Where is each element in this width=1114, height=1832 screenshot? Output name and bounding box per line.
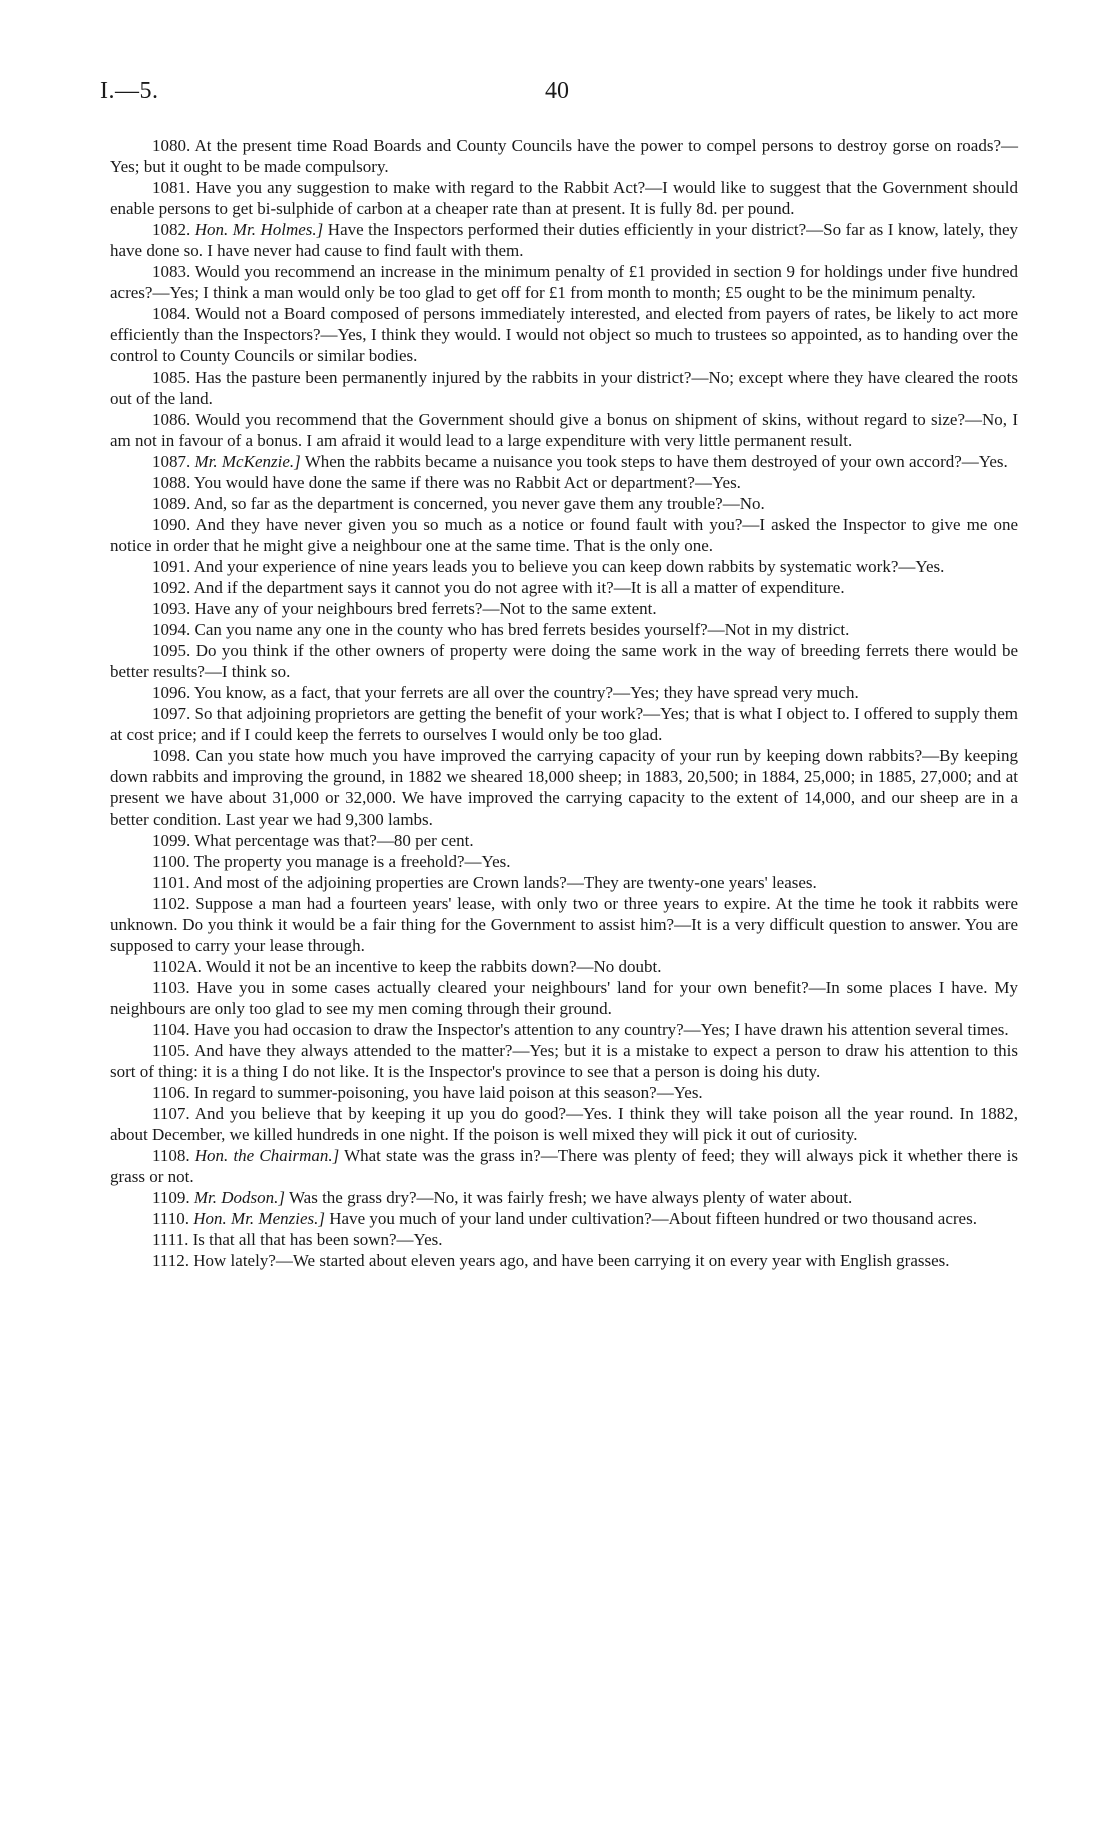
paragraph-text: And most of the adjoining properties are Crown lands?—They are twenty-one years' leases. bbox=[192, 872, 817, 892]
paragraph-text: And if the department says it cannot you do not agree with it?—It is all a matter of expenditure. bbox=[193, 577, 845, 597]
question-number: 1093. bbox=[152, 599, 191, 619]
speaker-label: Mr. Dodson.] bbox=[193, 1188, 286, 1208]
question-number: 1110. bbox=[152, 1209, 189, 1229]
testimony-paragraph bbox=[110, 135, 1018, 177]
paragraph-text: And you believe that by keeping it up you do good?—Yes. I think they will take poison all the year round. In 1882, about December, we killed hundreds in one night. If the poison is well mixed they will pick it out of curiosity. bbox=[110, 1104, 1019, 1145]
paragraph-text: What state was the grass in?—There was plenty of feed; they will always pick it whether there is grass or not. bbox=[110, 1146, 1018, 1187]
paragraph-text: The property you manage is a freehold?—Yes. bbox=[193, 851, 511, 871]
speaker-label: Mr. McKenzie.] bbox=[194, 451, 301, 471]
document-reference: I.—5. bbox=[100, 78, 159, 104]
speaker-label: Hon. the Chairman.] bbox=[194, 1146, 340, 1166]
page-header bbox=[0, 78, 1114, 110]
question-number: 1101. bbox=[152, 872, 190, 892]
testimony-paragraph bbox=[110, 830, 1018, 851]
question-number: 1086. bbox=[152, 409, 191, 429]
question-number: 1102A. bbox=[152, 956, 202, 976]
testimony-paragraph bbox=[110, 1103, 1018, 1145]
paragraph-text: You would have done the same if there was no Rabbit Act or department?—Yes. bbox=[193, 472, 741, 492]
question-number: 1085. bbox=[152, 367, 191, 387]
testimony-paragraph bbox=[110, 556, 1018, 577]
testimony-paragraph bbox=[110, 956, 1018, 977]
paragraph-text: Have you had occasion to draw the Inspector's attention to any country?—Yes; I have drawn his attention several times. bbox=[193, 1019, 1009, 1039]
testimony-paragraph bbox=[110, 682, 1018, 703]
paragraph-text: Would not a Board composed of persons immediately interested, and elected from payers of rates, be likely to act more efficiently than the Inspectors?—Yes, I think they would. I would not object so much to trustees so appointed, as to handing over the control to County Councils or similar bodies. bbox=[110, 304, 1019, 366]
paragraph-text: Would it not be an incentive to keep the rabbits down?—No doubt. bbox=[205, 956, 662, 976]
question-number: 1102. bbox=[152, 893, 190, 913]
testimony-paragraph bbox=[110, 261, 1018, 303]
testimony-paragraph bbox=[110, 640, 1018, 682]
testimony-paragraph bbox=[110, 1187, 1018, 1208]
testimony-paragraph bbox=[110, 703, 1018, 745]
paragraph-text: Suppose a man had a fourteen years' lease, with only two or three years to expire. At the time he took it rabbits were unknown. Do you think it would be a fair thing for the Government to assist him?—It is a very difficult question to answer. You are supposed to carry your lease through. bbox=[110, 893, 1018, 955]
paragraph-text: Have any of your neighbours bred ferrets?—Not to the same extent. bbox=[194, 599, 657, 619]
testimony-paragraph bbox=[110, 1229, 1018, 1250]
testimony-body bbox=[110, 135, 1018, 1272]
question-number: 1087. bbox=[152, 451, 191, 471]
question-number: 1095. bbox=[152, 641, 191, 661]
testimony-paragraph bbox=[110, 1082, 1018, 1103]
testimony-paragraph bbox=[110, 367, 1018, 409]
testimony-paragraph bbox=[110, 451, 1018, 472]
question-number: 1097. bbox=[152, 704, 191, 724]
question-number: 1099. bbox=[152, 830, 191, 850]
paragraph-text: Have you any suggestion to make with regard to the Rabbit Act?—I would like to suggest that the Government should enable persons to get bi-sulphide of carbon at a cheaper rate than at present. It is fully 8d. per pound. bbox=[110, 178, 1018, 219]
paragraph-text: When the rabbits became a nuisance you took steps to have them destroyed of your own accord?—Yes. bbox=[304, 451, 1008, 471]
question-number: 1082. bbox=[152, 220, 191, 240]
testimony-paragraph bbox=[110, 303, 1018, 366]
question-number: 1105. bbox=[152, 1041, 190, 1061]
question-number: 1111. bbox=[152, 1230, 189, 1250]
paragraph-text: Has the pasture been permanently injured by the rabbits in your district?—No; except where they have cleared the roots out of the land. bbox=[110, 367, 1019, 408]
testimony-paragraph bbox=[110, 1019, 1018, 1040]
paragraph-text: And your experience of nine years leads you to believe you can keep down rabbits by systematic work?—Yes. bbox=[193, 556, 945, 576]
testimony-paragraph bbox=[110, 1250, 1018, 1271]
testimony-paragraph bbox=[110, 409, 1018, 451]
paragraph-text: And, so far as the department is concerned, you never gave them any trouble?—No. bbox=[193, 493, 765, 513]
paragraph-text: And they have never given you so much as a notice or found fault with you?—I asked the Inspector to give me one notice in order that he might give a neighbour one at the same time. That is the only one. bbox=[110, 514, 1019, 555]
paragraph-text: Would you recommend an increase in the minimum penalty of £1 provided in section 9 for holdings under five hundred acres?—Yes; I think a man would only be too glad to get off for £1 from month to month; £5 ought to be the minimum penalty. bbox=[110, 262, 1018, 303]
testimony-paragraph bbox=[110, 977, 1018, 1019]
paragraph-text: In regard to summer-poisoning, you have laid poison at this season?—Yes. bbox=[193, 1083, 703, 1103]
paragraph-text: So that adjoining proprietors are getting the benefit of your work?—Yes; that is what I object to. I offered to supply them at cost price; and if I could keep the ferrets to ourselves I would only be too glad. bbox=[110, 704, 1018, 745]
paragraph-text: Can you state how much you have improved the carrying capacity of your run by keeping down rabbits?—By keeping down rabbits and improving the ground, in 1882 we sheared 18,000 sheep; in 1883, 20,500; in 1884, 25,000; in 1885, 27,000; and at present we have about 31,000 or 32,000. We have improved the carrying capacity to the extent of 14,000, and our sheep are in a better condition. Last year we had 9,300 lambs. bbox=[110, 746, 1018, 829]
paragraph-text: Have you much of your land under cultivation?—About fifteen hundred or two thousand acres. bbox=[329, 1209, 977, 1229]
question-number: 1112. bbox=[152, 1251, 189, 1271]
question-number: 1109. bbox=[152, 1188, 190, 1208]
testimony-paragraph bbox=[110, 514, 1018, 556]
testimony-paragraph bbox=[110, 745, 1018, 829]
paragraph-text: Can you name any one in the county who has bred ferrets besides yourself?—Not in my district. bbox=[194, 620, 850, 640]
paragraph-text: Have the Inspectors performed their duties efficiently in your district?—So far as I know, lately, they have done so. I have never had cause to find fault with them. bbox=[110, 220, 1018, 261]
testimony-paragraph bbox=[110, 577, 1018, 598]
question-number: 1103. bbox=[152, 977, 190, 997]
testimony-paragraph bbox=[110, 219, 1018, 261]
testimony-paragraph bbox=[110, 851, 1018, 872]
paragraph-text: What percentage was that?—80 per cent. bbox=[194, 830, 474, 850]
question-number: 1092. bbox=[152, 577, 191, 597]
paragraph-text: How lately?—We started about eleven years ago, and have been carrying it on every year with English grasses. bbox=[193, 1251, 950, 1271]
testimony-paragraph bbox=[110, 1145, 1018, 1187]
testimony-paragraph bbox=[110, 893, 1018, 956]
question-number: 1084. bbox=[152, 304, 191, 324]
question-number: 1094. bbox=[152, 620, 191, 640]
paragraph-text: Is that all that has been sown?—Yes. bbox=[192, 1230, 443, 1250]
paragraph-text: Was the grass dry?—No, it was fairly fresh; we have always plenty of water about. bbox=[288, 1188, 853, 1208]
question-number: 1107. bbox=[152, 1104, 190, 1124]
question-number: 1088. bbox=[152, 472, 191, 492]
question-number: 1083. bbox=[152, 262, 191, 282]
question-number: 1104. bbox=[152, 1019, 190, 1039]
question-number: 1091. bbox=[152, 556, 191, 576]
question-number: 1090. bbox=[152, 514, 191, 534]
testimony-paragraph bbox=[110, 1208, 1018, 1229]
question-number: 1108. bbox=[152, 1146, 190, 1166]
question-number: 1080. bbox=[152, 136, 191, 155]
speaker-label: Hon. Mr. Menzies.] bbox=[193, 1209, 325, 1229]
testimony-paragraph bbox=[110, 598, 1018, 619]
page-number: 40 bbox=[545, 78, 569, 104]
testimony-paragraph bbox=[110, 619, 1018, 640]
paragraph-text: And have they always attended to the matter?—Yes; but it is a mistake to expect a person to draw his attention to this sort of thing: it is a thing I do not like. It is the Inspector's province to see that a person is doing his duty. bbox=[110, 1041, 1019, 1082]
paragraph-text: At the present time Road Boards and County Councils have the power to compel persons to destroy gorse on roads?—Yes; but it ought to be made compulsory. bbox=[110, 136, 1018, 177]
testimony-paragraph bbox=[110, 1040, 1018, 1082]
question-number: 1100. bbox=[152, 851, 190, 871]
question-number: 1081. bbox=[152, 178, 191, 198]
testimony-paragraph bbox=[110, 493, 1018, 514]
question-number: 1096. bbox=[152, 683, 191, 703]
testimony-paragraph bbox=[110, 872, 1018, 893]
paragraph-text: Do you think if the other owners of property were doing the same work in the way of breeding ferrets there would be better results?—I think so. bbox=[110, 641, 1018, 682]
paragraph-text: Have you in some cases actually cleared your neighbours' land for your own benefit?—In some places I have. My neighbours are only too glad to see my men coming through their ground. bbox=[110, 977, 1018, 1018]
question-number: 1098. bbox=[152, 746, 191, 766]
question-number: 1089. bbox=[152, 493, 191, 513]
speaker-label: Hon. Mr. Holmes.] bbox=[194, 220, 324, 240]
testimony-paragraph bbox=[110, 472, 1018, 493]
paragraph-text: Would you recommend that the Government should give a bonus on shipment of skins, without regard to size?—No, I am not in favour of a bonus. I am afraid it would lead to a large expenditure with very little permanent result. bbox=[110, 409, 1018, 450]
paragraph-text: You know, as a fact, that your ferrets are all over the country?—Yes; they have spread very much. bbox=[193, 683, 859, 703]
testimony-paragraph bbox=[110, 177, 1018, 219]
question-number: 1106. bbox=[152, 1083, 190, 1103]
